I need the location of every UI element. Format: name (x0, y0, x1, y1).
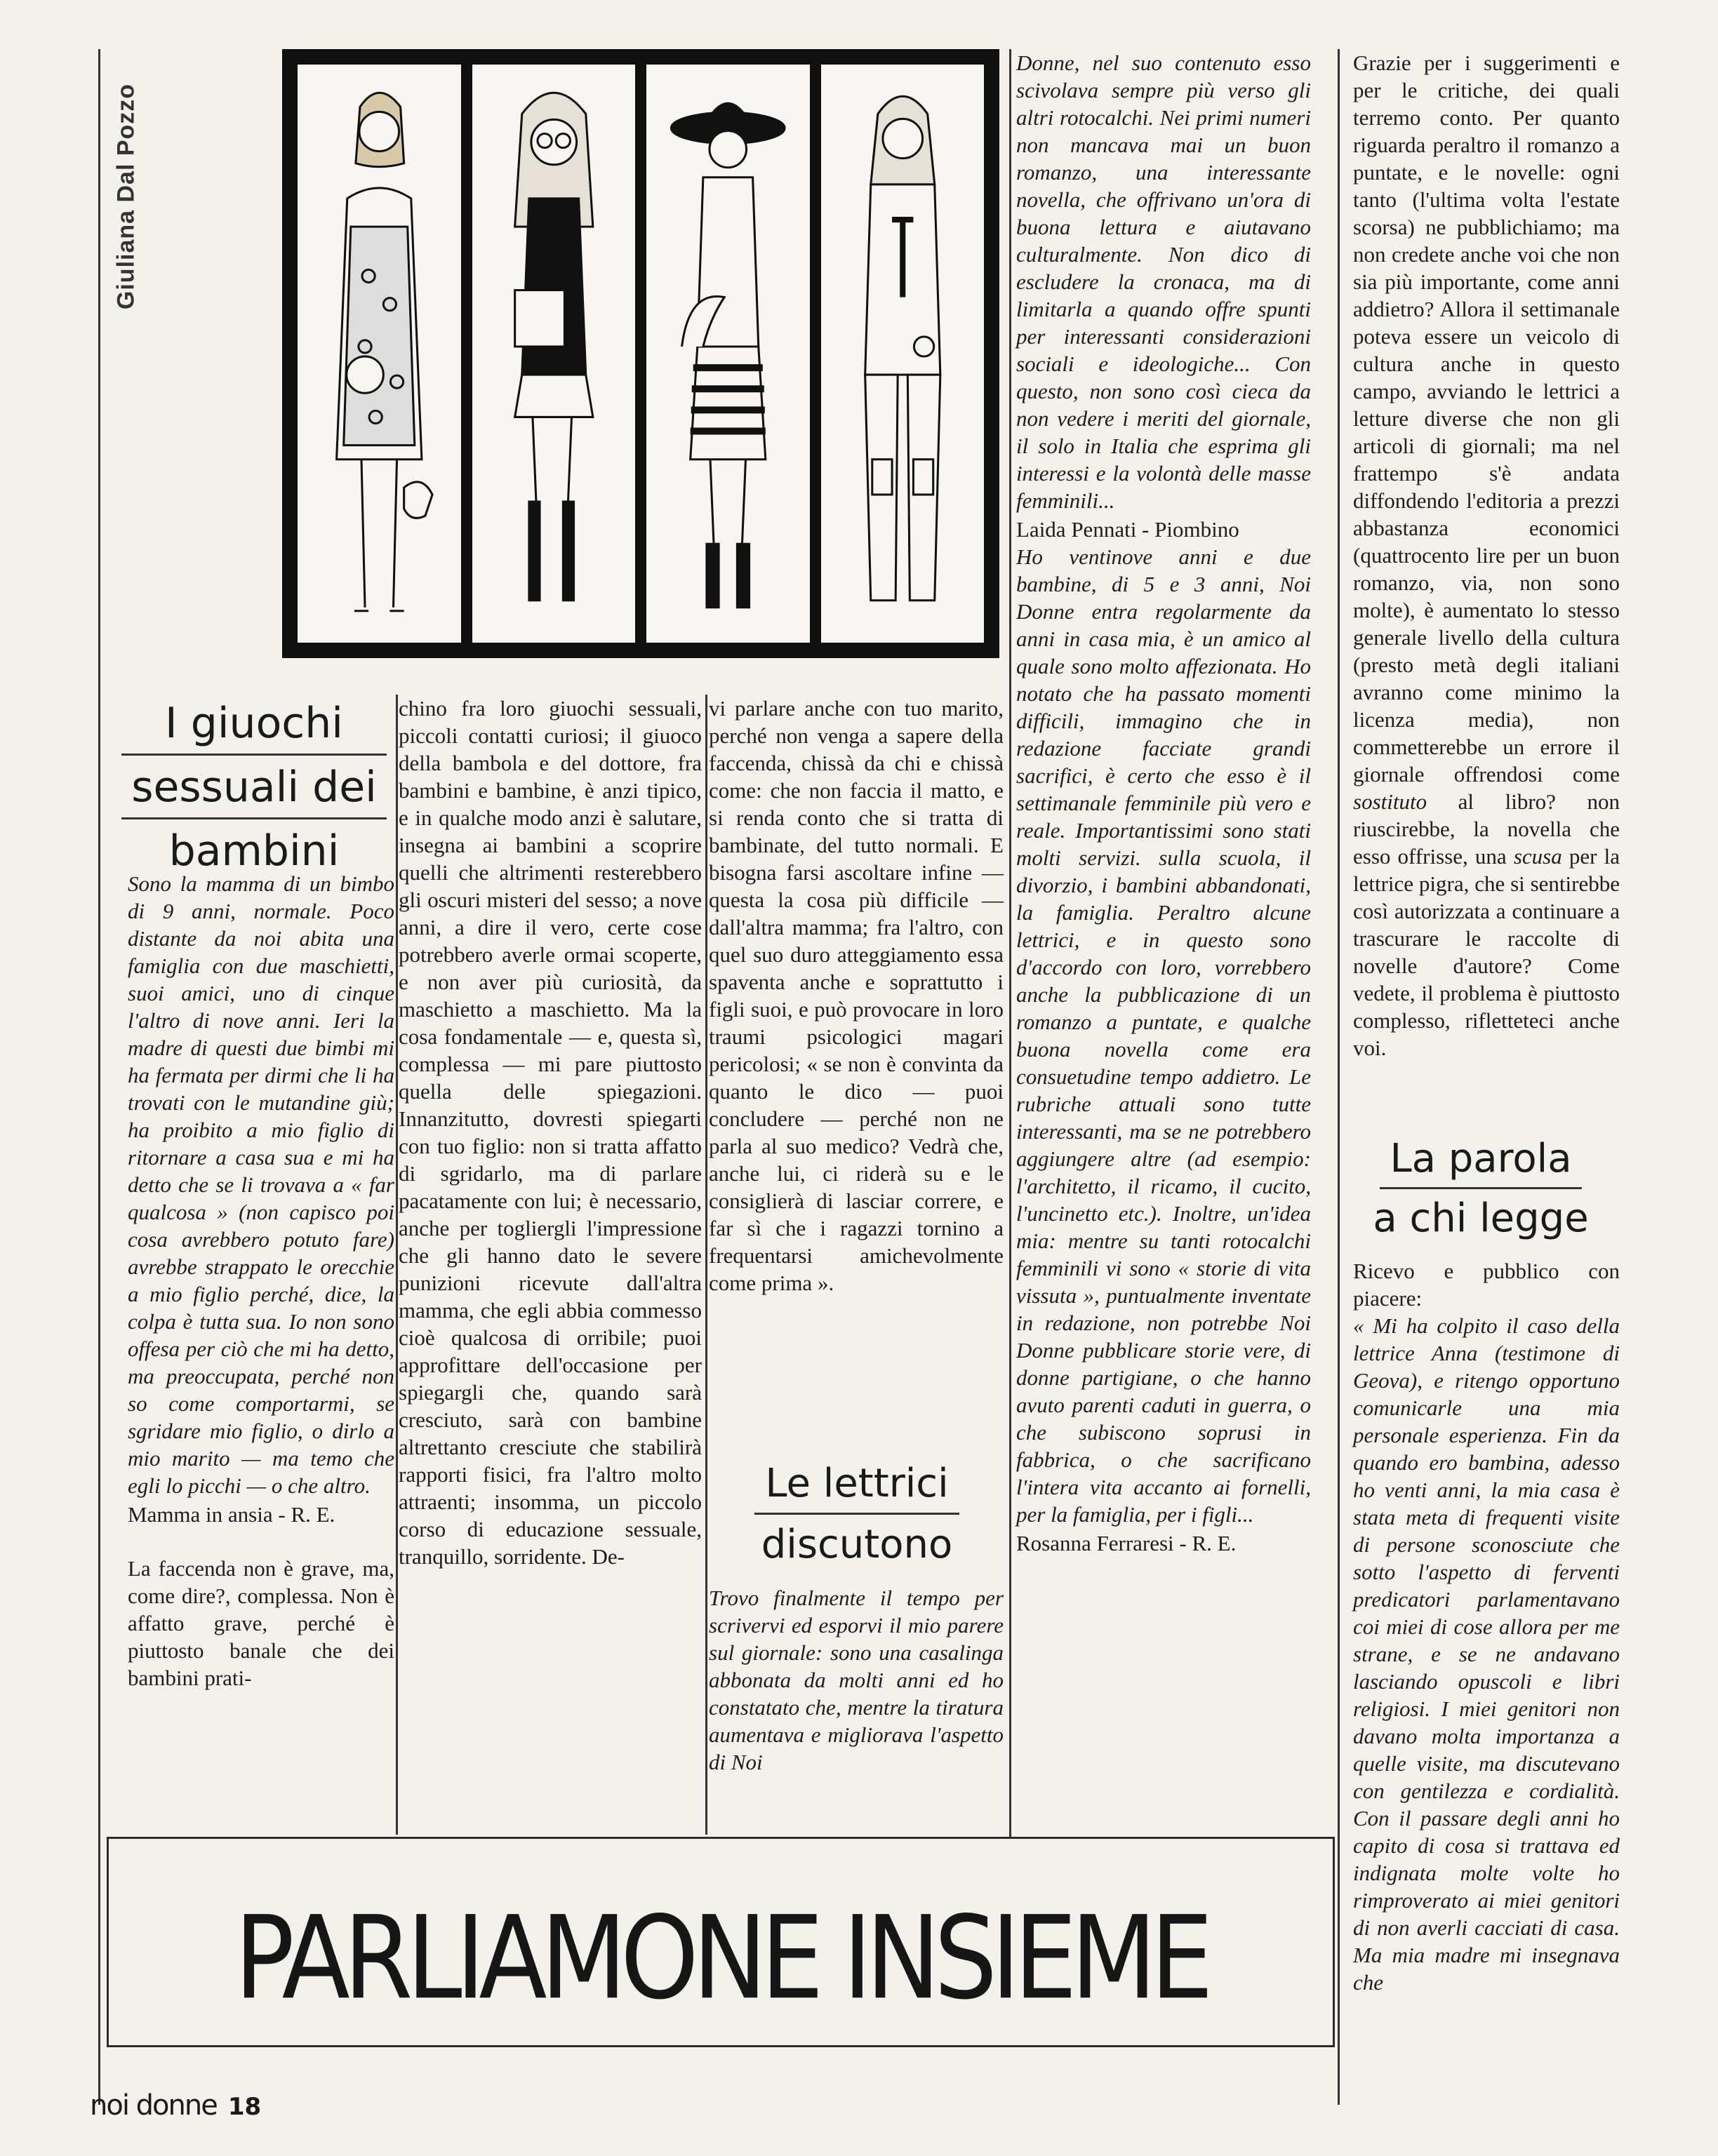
headline-giuochi-sessuali (100, 696, 408, 878)
letter-signature: Laida Pennati - Piombino (1016, 517, 1239, 542)
text-column-2 (399, 695, 702, 1570)
headline-line: sessuali dei (131, 763, 377, 812)
reply-emphasis: sostituto (1353, 789, 1427, 814)
headline-underline (1380, 1187, 1582, 1189)
housewife-figure-icon (298, 65, 461, 643)
left-margin-rule (98, 49, 100, 2105)
student-figure-icon (472, 65, 636, 643)
section-banner (107, 1837, 1335, 2047)
text-column-5 (1353, 49, 1620, 1062)
text-column-4 (1016, 49, 1311, 1557)
text-column-1 (128, 870, 394, 1692)
editor-reply-continued: chino fra loro giuochi sessuali, piccoli contatti curiosi; il giuoco della bambola e del dottore, fra bambini e bambine, è anzi tipico, e in qualche modo anzi è salutare, insegna ai bambini a scoprire quelli che altrimenti resterebbero gli oscuri misteri del sesso; a nove anni, a dire il vero, certe cose potrebbero averle ormai scoperte, e non aver più curiosità, da maschietto a maschietto. Ma la cosa fondamentale — e, questa sì, complessa — mi pare piuttosto quella delle spiegazioni. Innanzitutto, dovresti spiegarti con tuo figlio: non si tratta affatto di sgridarlo, ma di parlare pacatamente con lui; è necessario, anche per togliergli l'impressione che gli hanno dato le severe punizioni ricevute dall'altra mamma, che egli abbia commesso cioè qualcosa di orribile; puoi approfittare dell'occasione per spiegargli che, quando sarà cresciuto, sarà con bambine altrettanto cresciute che stabilirà rapporti fisici, fra l'altro molto attraenti; insomma, un piccolo corso di educazione sessuale, tranquillo, sorridente. De- (399, 696, 702, 1569)
letter-signature: Mamma in ansia - R. E. (128, 1502, 335, 1527)
reader-letter-pennati-start: Trovo finalmente il tempo per scrivervi ed esporvi il mio parere sul giornale: sono una casalinga abbonata da molti anni ed ho constatato che, mentre la tiratura aumentava e migliorava l'aspetto di Noi (709, 1586, 1004, 1774)
column-rule (705, 695, 707, 1835)
reply-text: al libro? non riuscirebbe, la novella che esso offrisse, una (1353, 789, 1620, 869)
column-rule (1338, 49, 1340, 2105)
author-byline (111, 49, 142, 344)
headline-line: Le lettrici (765, 1461, 949, 1506)
reply-text: per la lettrice pigra, che si sentirebbe così autorizzata a continuare a trascurare le raccolte di novelle d'autore? Come vedete, il problema è piuttosto complesso, rifletteteci anche voi. (1353, 844, 1620, 1060)
reader-letter-mamma: Sono la mamma di un bimbo di 9 anni, normale. Poco distante da noi abita una famiglia con due maschietti, suoi amici, uno di cinque l'altro di nove anni. Ieri la madre di questi due bimbi mi ha fermata per dirmi che li ha trovati con le mutandine giù; ha proibito a mio figlio di ritornare a casa sua e mi ha detto che se li trovava a « far qualcosa » (non capisco poi cosa avrebbero potuto fare) avrebbe strappato le orecchie a mio figlio perché, dice, la colpa è tutta sua. Io non sono offesa per ciò che mi ha detto, ma preoccupata, perché non so come comportarmi, se sgridare mio figlio, o dirlo a mio marito — ma temo che egli lo picchi — o che altro. (128, 871, 394, 1498)
headline-lettrici-discutono (710, 1458, 1004, 1571)
reply-text: Grazie per i suggerimenti e per le critiche, dei quali terremo conto. Per quanto riguarda peraltro il romanzo a puntate, e le novelle: ogni tanto (l'ultima volta l'estate scorsa) ne pubblichiamo; ma non credete anche voi che non sia più importante, come anni addietro? Allora il settimanale poteva essere un veicolo di cultura anche in questo campo, avviando le lettrici a letture diverse che non gli articoli di giornali; ma nel frattempo s'è andata diffondendo l'editoria a prezzi abbastanza economici (quattrocento lire per un buon romanzo, via, non sono molte), è aumentato lo stesso generale livello della cultura (presto metà degli italiani avranno come minimo la licenza media), non commetterebbe un errore il giornale offrendosi come (1353, 51, 1620, 786)
editor-reply-lettrici (1353, 49, 1620, 1062)
intro-text: Ricevo e pubblico con piacere: (1353, 1259, 1620, 1311)
banner-title: PARLIAMONE INSIEME (234, 1891, 1207, 2026)
headline-underline (754, 1513, 960, 1515)
headline-underline (121, 817, 387, 819)
headline-line: bambini (168, 826, 340, 876)
headline-parola-chi-legge (1340, 1134, 1621, 1244)
illustration-panel-country-woman (646, 65, 810, 643)
page-number: 18 (227, 2093, 262, 2121)
reply-emphasis: scusa (1513, 844, 1562, 869)
publication-name: noi donne (90, 2089, 217, 2122)
editor-reply-end: vi parlare anche con tuo marito, perché non venga a sapere della faccenda, chissà da chi e chissà come: che non faccia il matto, e si renda conto che si tratta di bambinate, del tutto normali. E bisogna farsi ascoltare infine — questa la cosa più difficile — dall'altra mamma; fra l'altro, con quel suo duro atteggiamento essa spaventa anche e soprattutto i figli suoi, e può provocare in loro traumi psicologici magari pericolosi; « se non è convinta da quanto le dico — puoi concludere — perché non ne parla al suo medico? Vedrà che, anche lui, ci riderà su e le consiglierà di lasciar correre, e far sì che i ragazzi tornino a frequentarsi amichevolmente come prima ». (709, 696, 1004, 1295)
headline-underline (121, 754, 387, 756)
headline-line: discutono (761, 1522, 953, 1567)
reader-letter-pennati-end: Donne, nel suo contenuto esso scivolava sempre più verso gli altri rotocalchi. Nei primi numeri non mancava mai un buon romanzo, una interessante novella, che offrivano un'ora di buona lettura e aiutavano culturalmente. Non dico di escludere la cronaca, ma di limitarla a quando offre spunti per interessanti considerazioni sociali e ideologiche... Con questo, non sono così cieca da non vedere i meriti del giornale, il solo in Italia che esprima gli interessi e la volontà delle masse femminili... (1016, 51, 1311, 513)
text-column-5-lower (1353, 1257, 1620, 1996)
illustration-panel-housewife (298, 65, 461, 643)
headline-line: I giuochi (165, 699, 343, 748)
editor-reply-start: La faccenda non è grave, ma, come dire?, complessa. Non è affatto grave, perché è piuttosto banale che dei bambini prati- (128, 1556, 394, 1690)
illustration-panel-worker (821, 65, 985, 643)
text-column-3-lower (709, 1584, 1004, 1776)
text-column-3 (709, 695, 1004, 1297)
illustration-panel-student (472, 65, 636, 643)
column-rule (1009, 49, 1011, 1838)
hat-woman-figure-icon (646, 65, 810, 643)
byline-text: Giuliana Dal Pozzo (112, 83, 140, 310)
headline-line: La parola (1390, 1136, 1572, 1181)
worker-figure-icon (821, 65, 985, 643)
illustration-four-women (282, 49, 999, 658)
reader-letter-geova: « Mi ha colpito il caso della lettrice Anna (testimone di Geova), e ritengo opportuno comunicarle una mia personale esperienza. Fin da quando ero bambina, adesso ho venti anni, la mia casa è stata meta di frequenti visite di persone sconosciute che sotto l'aspetto di ferventi predicatori parlamentavano coi miei di cose allora per me strane, e se ne andavano lasciando opuscoli e libri religiosi. I miei genitori non davano molta importanza a quelle visite, ma discutevano con gentilezza e cordialità. Con il passare degli anni ho capito di cosa si trattava ed indignata molte volte ho rimproverato ai miei genitori di non averli cacciati di casa. Ma mia madre mi insegnava che (1353, 1313, 1620, 1995)
page-footer (90, 2089, 261, 2122)
letter-signature: Rosanna Ferraresi - R. E. (1016, 1531, 1237, 1555)
headline-line: a chi legge (1373, 1196, 1589, 1241)
reader-letter-ferraresi: Ho ventinove anni e due bambine, di 5 e 3 anni, Noi Donne entra regolarmente da anni in casa mia, è un amico al quale sono molto affezionata. Ho notato che ha passato momenti difficili, immagino che in redazione facciate grandi sacrifici, è certo che esso è il settimanale femminile più vero e reale. Importantissimi sono stati molti servizi. sulla scuola, il divorzio, i bambini abbandonati, la famiglia. Peraltro alcune lettrici, e in questo sono d'accordo con loro, vorrebbero anche la pubblicazione di un romanzo a puntate, e qualche buona novella come era consuetudine tempo addietro. Le rubriche attuali sono tutte interessanti, ma se ne potrebbero aggiungere altre (ad esempio: l'architetto, il ricamo, il cucito, l'uncinetto etc.). Inoltre, un'idea mia: mentre su tanti rotocalchi femminili vi sono « storie di vita vissuta », puntualmente inventate in redazione, non potrebbe Noi Donne pubblicare storie vere, di donne partigiane, o che hanno avuto parenti caduti in guerra, o che subiscono soprusi in fabbrica, o che sacrificano l'intera vita accanto ai fornelli, per la famiglia, per i figli... (1016, 544, 1311, 1527)
